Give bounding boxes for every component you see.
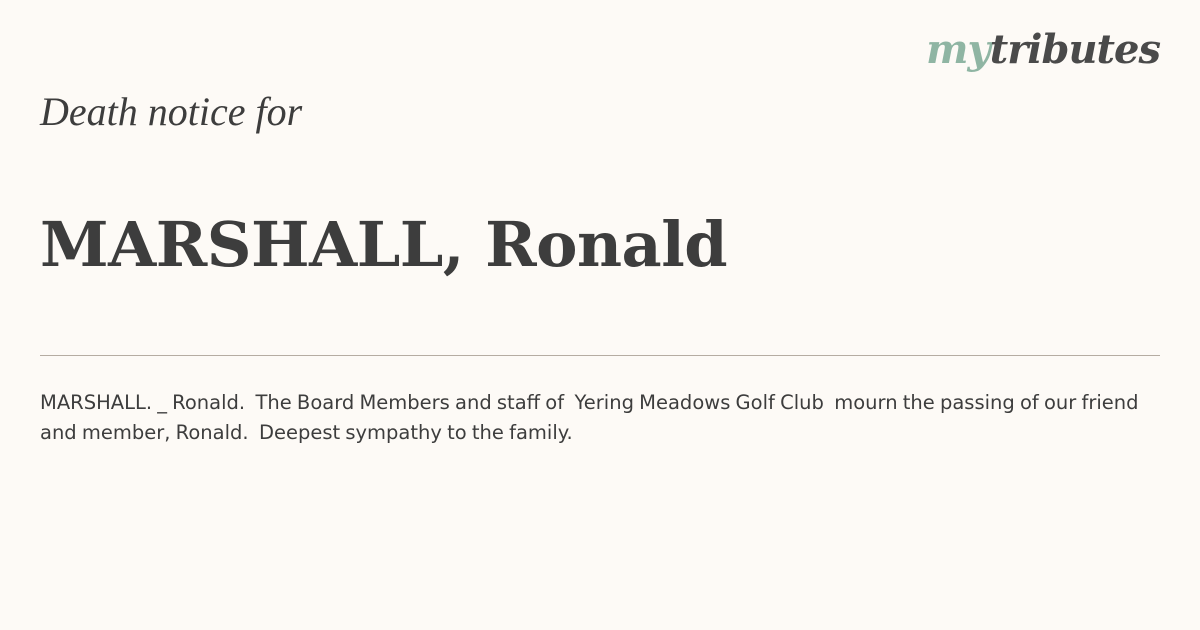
deceased-name: MARSHALL, Ronald [40,208,728,281]
notice-type-label: Death notice for [40,89,303,134]
mytributes-logo[interactable] [926,26,1160,73]
notice-text-line-2: and member, Ronald. Deepest sympathy to the family. [40,421,573,444]
notice-text [40,388,1180,448]
logo-prefix: my [926,26,990,73]
notice-text-line-1: MARSHALL. _ Ronald. The Board Members and staff of Yering Meadows Golf Club mourn the passing of our friend [40,391,1139,414]
divider [40,355,1160,356]
logo-suffix: tributes [989,26,1160,73]
